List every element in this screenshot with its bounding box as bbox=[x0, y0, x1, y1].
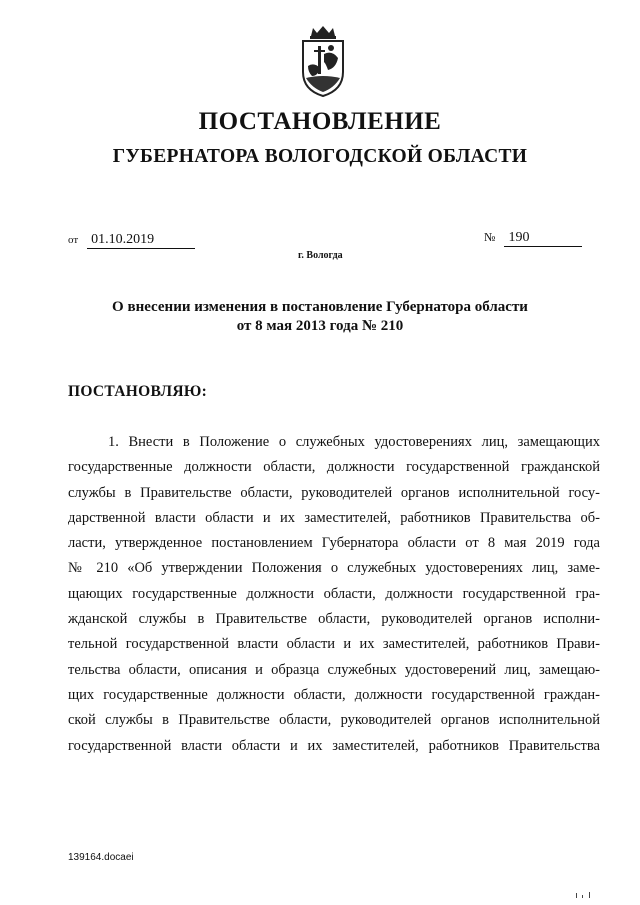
body-line: 1. Внести в Положение о служебных удостоверениях лиц, замещающих bbox=[108, 434, 600, 450]
body-line: ласти, утвержденное постановлением Губернатора области от 8 мая 2019 года bbox=[68, 535, 600, 552]
city-label: г. Вологда bbox=[298, 250, 343, 261]
subject-line: О внесении изменения в постановление Губернатора области bbox=[112, 299, 528, 315]
date-row bbox=[68, 232, 195, 249]
body-line: щающих государственные должности области, должности государственной гра- bbox=[68, 585, 600, 602]
body-line: государственной власти области и их заместителей, работников Правительства bbox=[68, 737, 600, 754]
document-title: ПОСТАНОВЛЕНИЕ bbox=[198, 108, 442, 135]
body-line: тельства области, описания и образца служебных удостоверений лиц, замещаю- bbox=[68, 661, 600, 678]
number-value: 190 bbox=[504, 231, 582, 247]
document-body bbox=[68, 430, 600, 759]
body-line: ской службы в Правительстве области, руководителей органов исполнительной bbox=[68, 712, 600, 729]
scan-mark-icon bbox=[574, 890, 594, 900]
footer-code: 139164.docaei bbox=[68, 852, 134, 863]
date-label: от bbox=[68, 234, 79, 246]
body-line: щих государственные должности области, должности государственной граждан- bbox=[68, 686, 600, 703]
date-value: 01.10.2019 bbox=[87, 233, 195, 249]
document-subtitle: ГУБЕРНАТОРА ВОЛОГОДСКОЙ ОБЛАСТИ bbox=[112, 146, 528, 167]
body-line: жданской службы в Правительстве области, руководителей органов исполни- bbox=[68, 611, 600, 628]
body-line: дарственной власти области и их заместителей, работников Правительства об- bbox=[68, 509, 600, 526]
body-line: государственные должности области, должности государственной гражданской bbox=[68, 459, 600, 476]
number-row bbox=[484, 230, 582, 247]
subject-line: от 8 мая 2013 года № 210 bbox=[236, 318, 404, 334]
body-line: № 210 «Об утверждении Положения о служебных удостоверениях лиц, заме- bbox=[68, 560, 600, 577]
document-subject bbox=[0, 298, 640, 336]
body-line: тельной государственной власти области и их заместителей, работников Прави- bbox=[68, 636, 600, 653]
coat-of-arms-icon bbox=[298, 24, 348, 98]
decree-heading: ПОСТАНОВЛЯЮ: bbox=[68, 383, 208, 400]
number-label: № bbox=[484, 230, 496, 244]
body-line: службы в Правительстве области, руководителей органов исполнительной госу- bbox=[68, 484, 600, 501]
